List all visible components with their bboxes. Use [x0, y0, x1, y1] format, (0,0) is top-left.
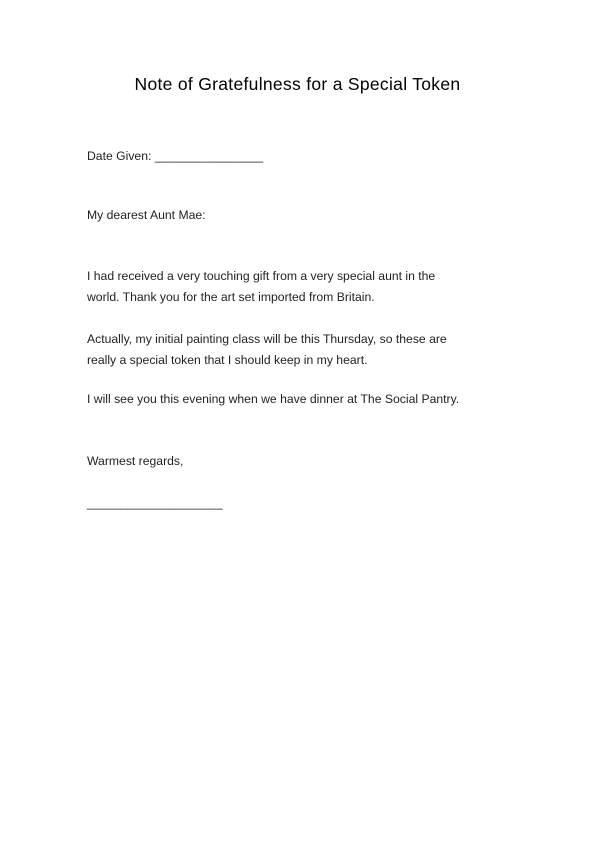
date-given-row	[87, 146, 263, 167]
document-title: Note of Gratefulness for a Special Token	[134, 74, 461, 94]
salutation: My dearest Aunt Mae:	[87, 208, 206, 222]
paragraph-1-line-2: world. Thank you for the art set imported from Britain.	[87, 290, 375, 304]
paragraph-3	[87, 389, 459, 410]
paragraph-2-line-1: Actually, my initial painting class will be this Thursday, so these are	[87, 332, 447, 346]
paragraph-2-line-2: really a special token that I should keep in my heart.	[87, 353, 368, 367]
paragraph-1	[87, 266, 435, 308]
signature-line: ____________________	[87, 496, 223, 510]
paragraph-1-line-1: I had received a very touching gift from a very special aunt in the	[87, 269, 436, 283]
date-given-label: Date Given:	[87, 149, 152, 163]
date-given-blank: ________________	[154, 149, 264, 163]
paragraph-3-line-1: I will see you this evening when we have dinner at The Social Pantry.	[87, 392, 460, 406]
paragraph-2	[87, 329, 447, 371]
closing: Warmest regards,	[87, 454, 184, 468]
